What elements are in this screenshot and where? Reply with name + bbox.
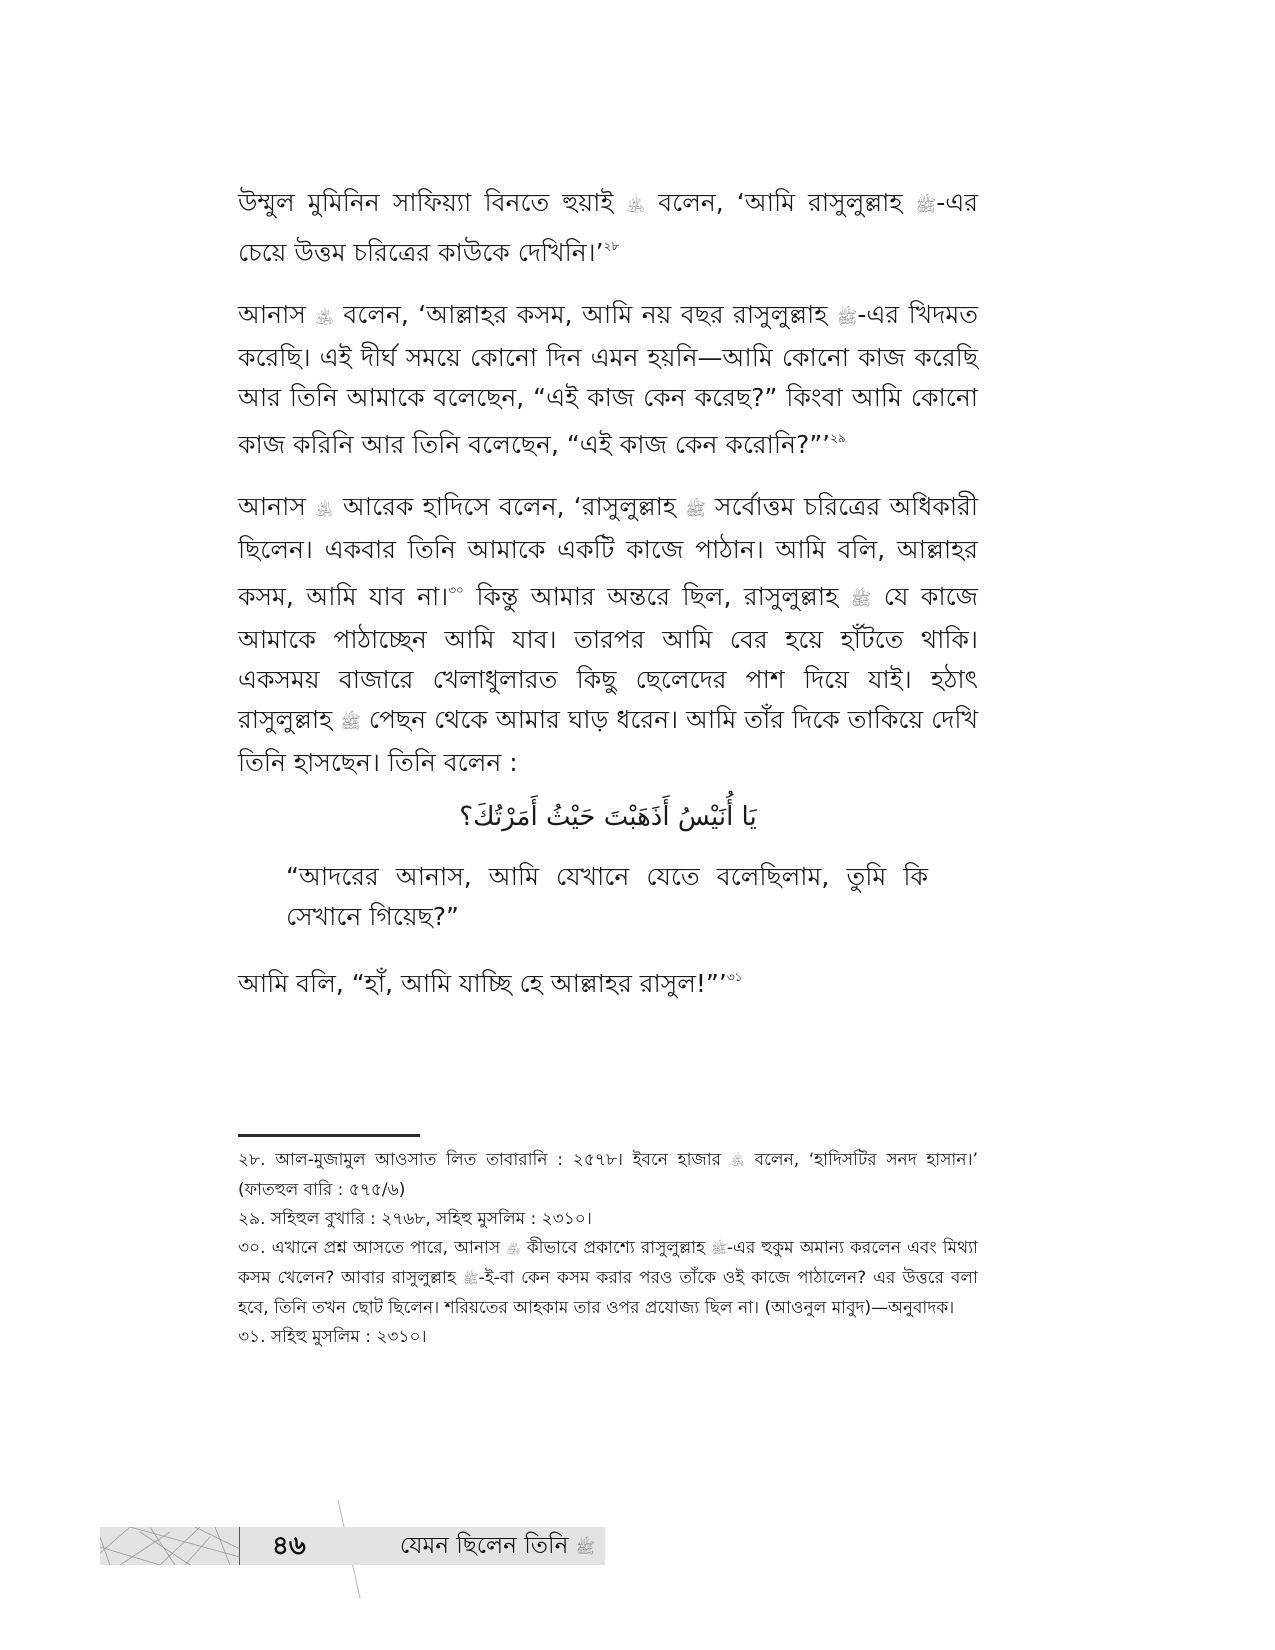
honorific-prophet-icon: ﷺ (340, 713, 361, 733)
text-run: বলেন, ‘আমি রাসুলুল্লাহ (645, 188, 916, 217)
text-run: আনাস (238, 492, 316, 521)
footer-line-pattern-icon (100, 1527, 240, 1565)
text-run: কীভাবে প্রকাশ্যে রাসুলুল্লাহ (520, 1238, 712, 1258)
honorific-prophet-icon: ﷺ (915, 196, 937, 216)
text-run: ৩০. এখানে প্রশ্ন আসতে পারে, আনাস (238, 1238, 507, 1258)
text-run: -ই-বা কেন কসম করার পরও তাঁকে ওই কাজে পাঠালেন? এর উত্তরে বলা হবে, তিনি তখন ছোট ছিলেন। শরিয়তের আহকাম তার ওপর প্রযোজ্য ছিল না। (আওনুল মাবুদ)—অনুবাদক। (238, 1268, 978, 1318)
footnote-ref[interactable]: ৩০ (448, 583, 464, 597)
running-title (400, 1530, 595, 1564)
text-run: -এর হুকুম অমান্য করলেন এবং মিথ্যা কসম খেলেন? আবার রাসুলুল্লাহ (238, 1238, 978, 1288)
text-run: বলেন, ‘হাদিসটির সনদ হাসান।’ (ফাতহুল বারি : ৫৭৫/৬) (238, 1150, 978, 1200)
text-run: পেছন থেকে আমার ঘাড় ধরেন। আমি তাঁর দিকে তাকিয়ে দেখি তিনি হাসছেন। তিনি বলেন : (238, 705, 978, 777)
book-title: যেমন ছিলেন তিনি (399, 1533, 576, 1559)
honorific-prophet-icon: ﷺ (462, 1272, 479, 1287)
honorific-companion-icon: ﵁ (315, 308, 334, 328)
text-run: -এর চেয়ে উত্তম চরিত্রের কাউকে দেখিনি।’ (238, 188, 978, 267)
footnote-separator (238, 1134, 420, 1137)
footnote-ref[interactable]: ২৯ (830, 431, 846, 445)
text-run: সর্বোত্তম চরিত্রের অধিকারী ছিলেন। একবার তিনি আমাকে একটি কাজে পাঠান। আমি বলি, আল্লাহর কসম, আমি যাব না। (238, 492, 978, 611)
main-text (238, 183, 978, 1026)
paragraph-reply (238, 957, 978, 1004)
text-run: আমি বলি, “হাঁ, আমি যাচ্ছি হে আল্লাহর রাসুল!”’ (238, 969, 727, 998)
text-run: ২৮. আল-মুজামুল আওসাত লিত তাবারানি : ২৫৭৮। ইবনে হাজার (238, 1150, 731, 1170)
honorific-companion-icon: ﵁ (730, 1154, 745, 1169)
text-run: উম্মুল মুমিনিন সাফিয়্যা বিনতে হুয়াই (238, 188, 627, 217)
text-run: বলেন, ‘আল্লাহর কসম, আমি নয় বছর রাসুলুল্লাহ (333, 300, 837, 329)
footnote-28 (238, 1146, 978, 1205)
footnote-29: ২৯. সহিহুল বুখারি : ২৭৬৮, সহিহু মুসলিম : ২৩১০। (238, 1209, 592, 1229)
text-run: আরেক হাদিসে বলেন, ‘রাসুলুল্লাহ (333, 492, 686, 521)
footnote-ref[interactable]: ৩১ (726, 970, 743, 984)
footnote-30 (238, 1234, 978, 1323)
honorific-prophet-icon: ﷺ (575, 1538, 595, 1557)
text-run: কিন্তু আমার অন্তরে ছিল, রাসুলুল্লাহ (463, 582, 851, 611)
paragraph-safiyya (238, 183, 978, 273)
arabic-quote: يَا أُنَيْسُ أَذَهَبْتَ حَيْثُ أَمَرْتُكَ؟ (459, 802, 757, 832)
translated-quote: “আদরের আনাস, আমি যেখানে যেতে বলেছিলাম, তুমি কি সেখানে গিয়েছ?” (286, 862, 928, 931)
footnotes (238, 1146, 978, 1352)
text-run: যে কাজে আমাকে পাঠাচ্ছেন আমি যাব। তারপর আমি বের হয়ে হাঁটতে থাকি। একসময় বাজারে খেলাধুলারত কিছু ছেলেদের পাশ দিয়ে যাই। হঠাৎ রাসুলুল্লাহ (238, 582, 979, 734)
text-run: আনাস (238, 300, 316, 329)
footer-divider (239, 1527, 240, 1565)
honorific-companion-icon: ﵁ (506, 1242, 521, 1257)
paragraph-anas-nine-years (238, 295, 978, 465)
honorific-prophet-icon: ﷺ (711, 1242, 727, 1257)
paragraph-anas-errand (238, 487, 978, 783)
footnote-ref[interactable]: ২৮ (603, 239, 620, 253)
honorific-companion-icon: ﵁ (626, 196, 646, 216)
honorific-prophet-icon: ﷺ (836, 308, 858, 328)
page-number: ৪৬ (272, 1531, 306, 1561)
honorific-prophet-icon: ﷺ (850, 590, 872, 610)
honorific-prophet-icon: ﷺ (685, 500, 706, 520)
honorific-companion-icon: ﵁ (315, 500, 334, 520)
footnote-31: ৩১. সহিহু মুসলিম : ২৩১০। (238, 1327, 427, 1347)
page-footer (100, 1527, 605, 1565)
text-run: -এর খিদমত করেছি। এই দীর্ঘ সময়ে কোনো দিন এমন হয়নি—আমি কোনো কাজ করেছি আর তিনি আমাকে বলেছেন, “এই কাজ কেন করেছ?” কিংবা আমি কোনো কাজ করিনি আর তিনি বলেছেন, “এই কাজ কেন করোনি?”’ (238, 300, 978, 459)
